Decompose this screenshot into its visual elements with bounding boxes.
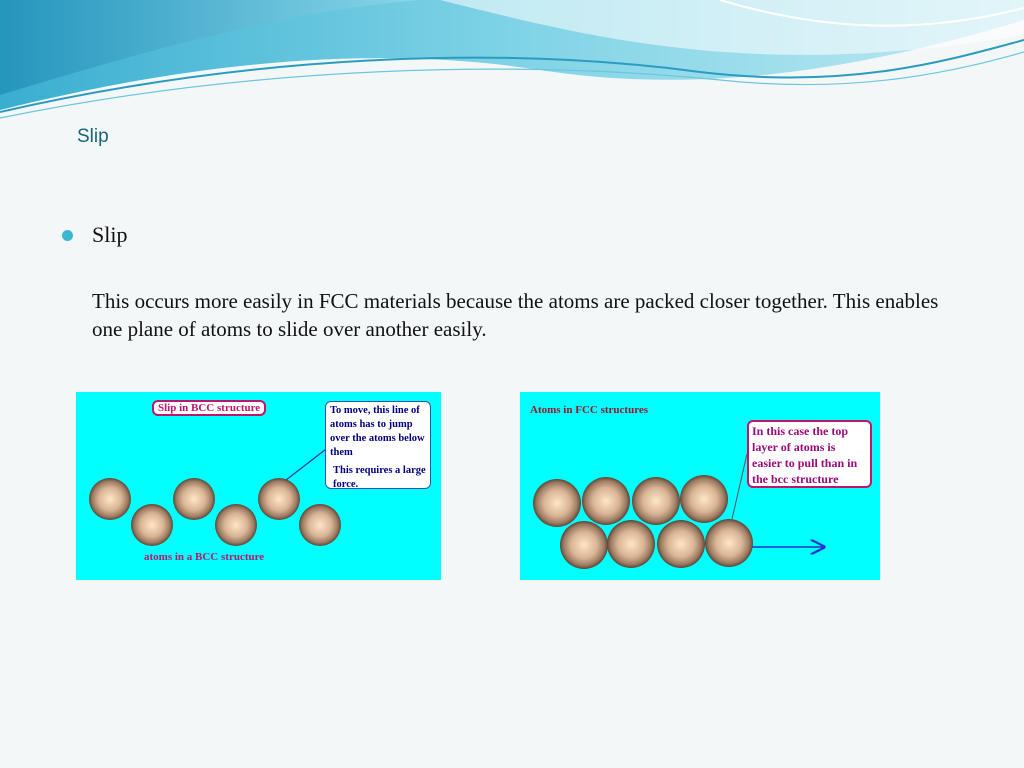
fcc-slip-figure (520, 392, 880, 580)
bcc-atom (258, 478, 300, 520)
fcc-atom-bottom (607, 520, 655, 568)
fcc-heading: Atoms in FCC structures (530, 404, 649, 416)
fcc-pointer-line (732, 454, 747, 519)
bcc-atom (131, 504, 173, 546)
bcc-atom (299, 504, 341, 546)
bcc-atom (215, 504, 257, 546)
header-wave-decoration (0, 0, 1024, 130)
fcc-atom-top (582, 477, 630, 525)
bullet-item (62, 222, 127, 248)
body-paragraph: This occurs more easily in FCC materials because the atoms are packed closer together. This enables one plane of atoms to slide over another easily. (92, 289, 939, 341)
fcc-atom-bottom (705, 519, 753, 567)
bullet-dot-icon (62, 230, 73, 241)
bcc-note-line1: To move, this line of atoms has to jump over the atoms below them (330, 405, 425, 458)
fcc-atom-top (632, 477, 680, 525)
bcc-heading: Slip in BCC structure (152, 400, 266, 416)
fcc-atom-top (533, 479, 581, 527)
bcc-slip-figure (76, 392, 441, 580)
fcc-atom-bottom (560, 521, 608, 569)
bcc-note-callout (325, 401, 431, 489)
fcc-atom-top (680, 475, 728, 523)
fcc-atom-bottom (657, 520, 705, 568)
fcc-note-callout: In this case the top layer of atoms is easier to pull than in the bcc structure (747, 420, 872, 488)
bcc-caption: atoms in a BCC structure (144, 551, 265, 563)
bcc-pointer-line (286, 446, 330, 480)
bullet-text: Slip (92, 222, 128, 247)
bcc-atom (173, 478, 215, 520)
slide-title: Slip (77, 126, 109, 147)
bcc-note-line2: This requires a large force. (333, 465, 426, 490)
bcc-atom (89, 478, 131, 520)
